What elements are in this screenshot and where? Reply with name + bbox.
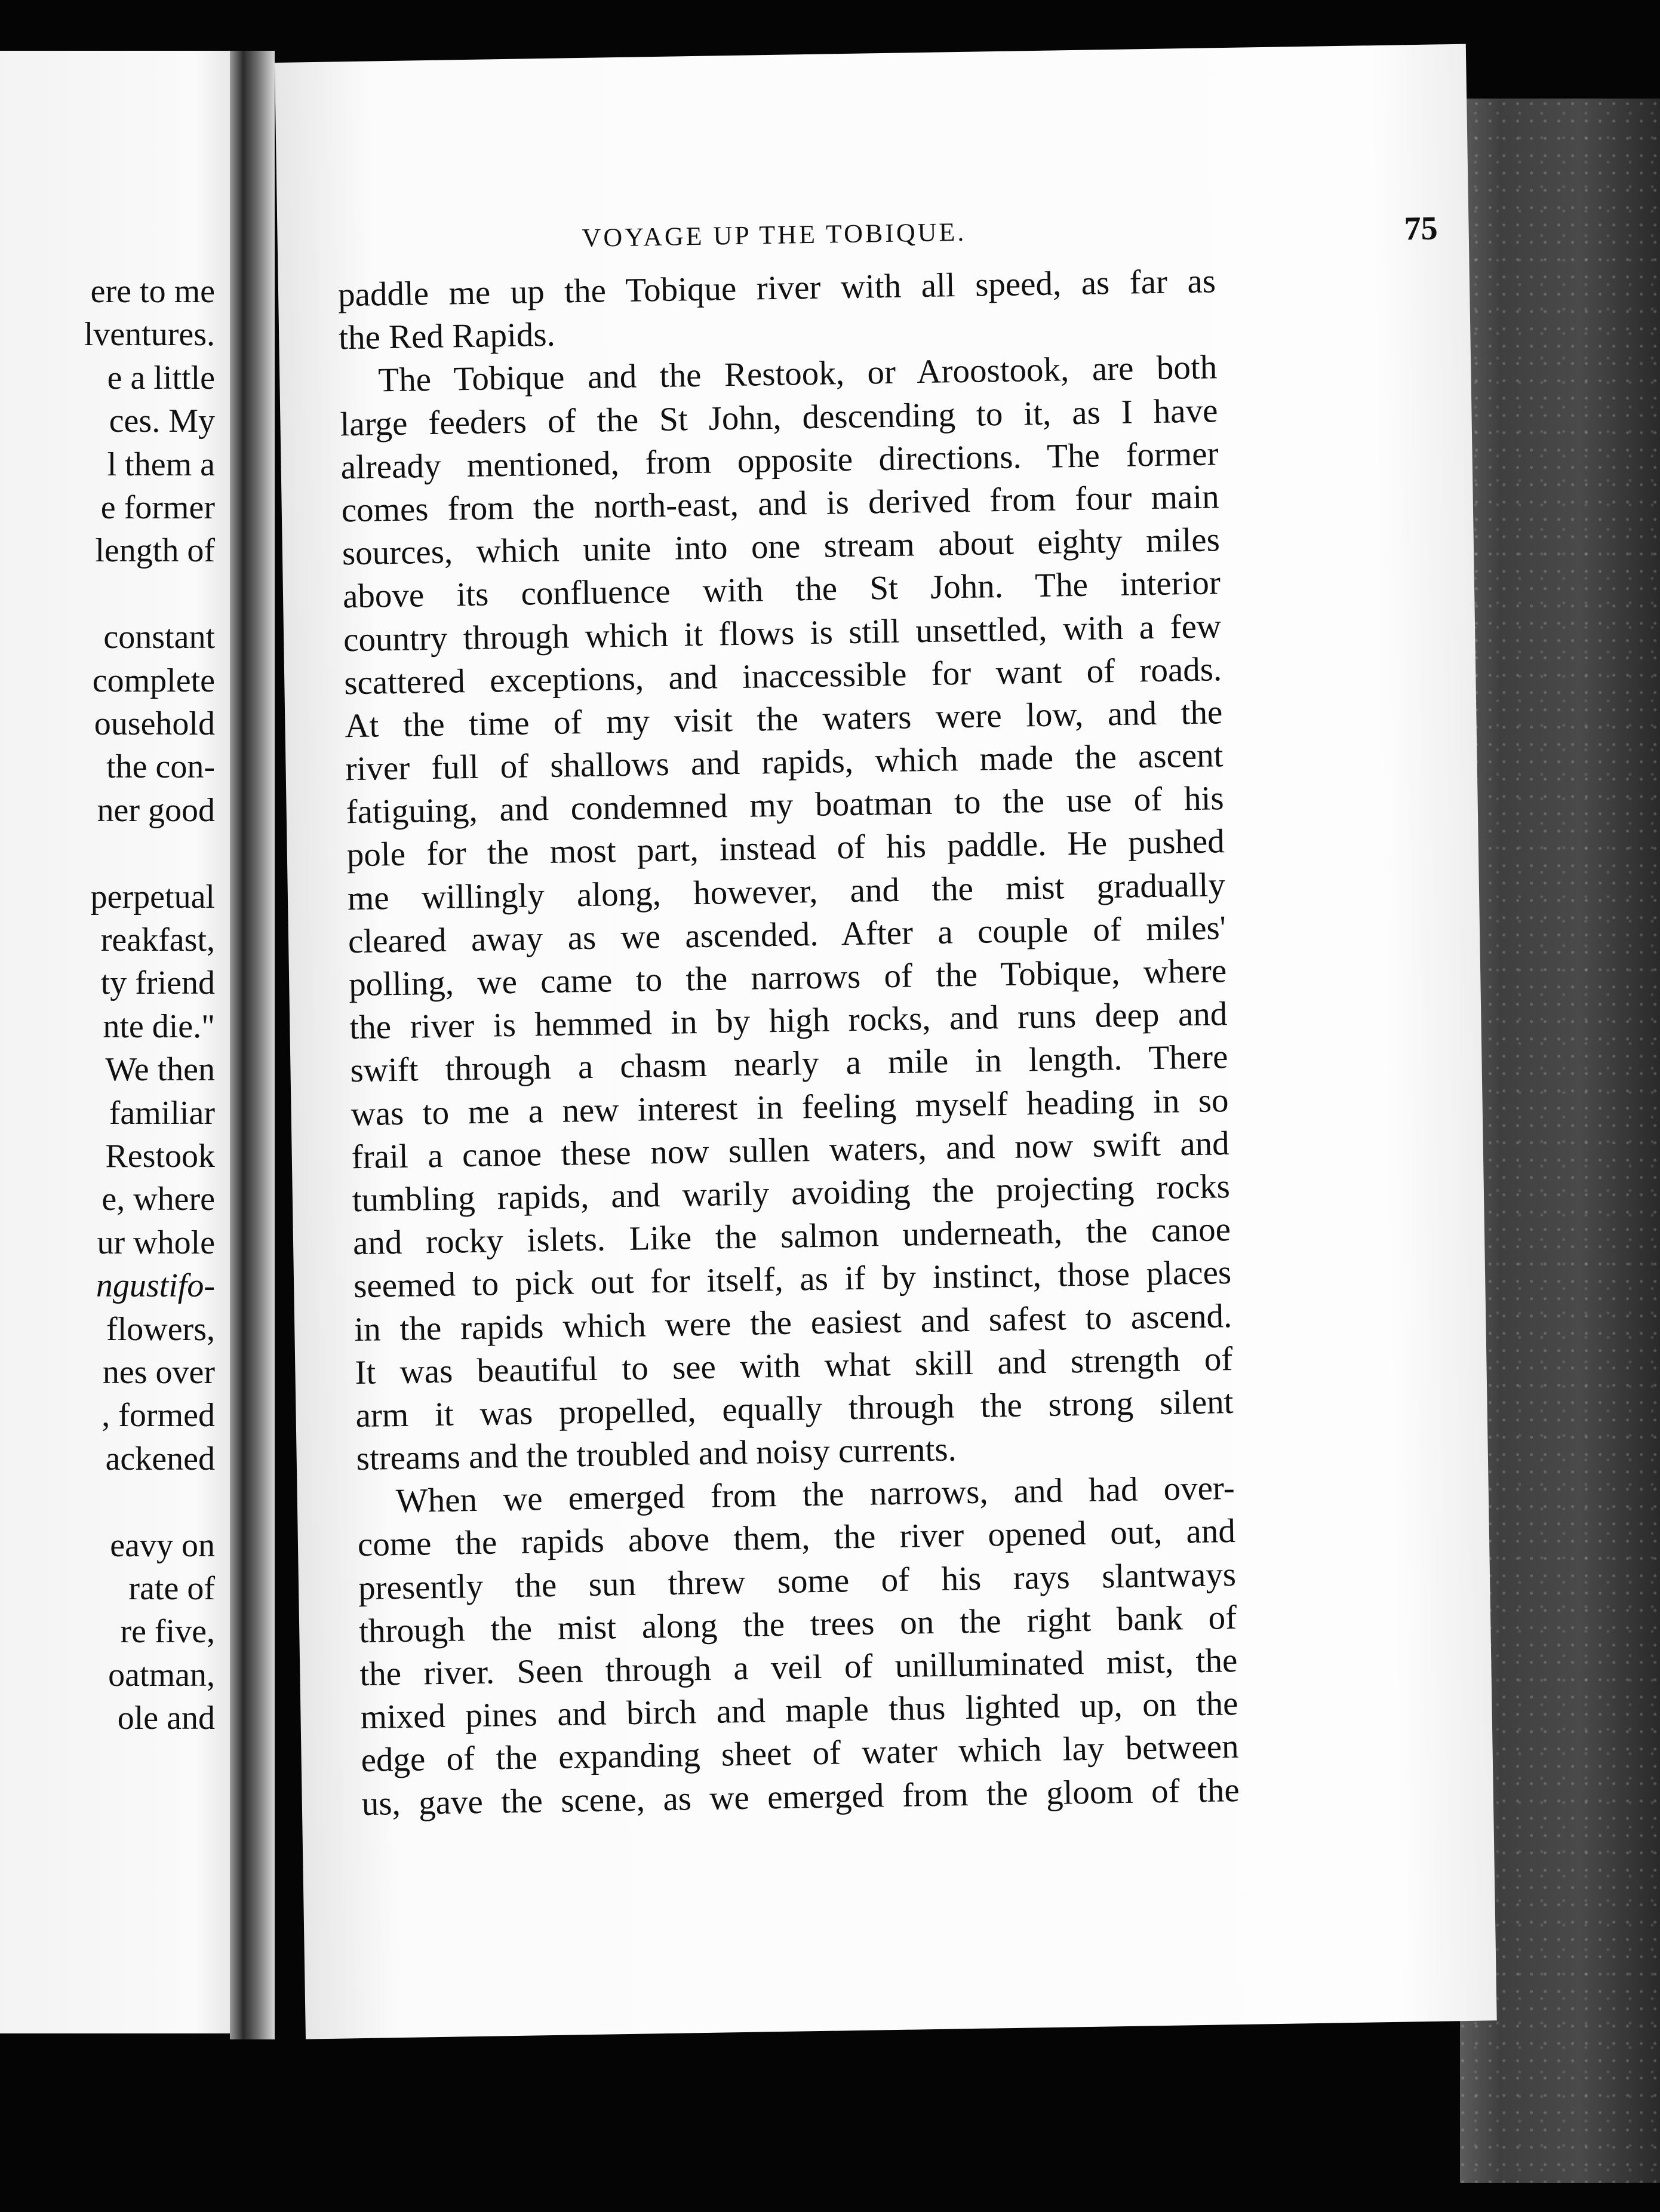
left-page-line: nes over (102, 1354, 215, 1391)
left-page-line: rate of (128, 1570, 215, 1607)
left-page-line: Restook (105, 1138, 215, 1175)
text-line: sources, which unite into one stream about eighty miles (342, 521, 1221, 573)
text-line: paddle me up the Tobique river with all speed, as far as (337, 262, 1216, 314)
body-text (338, 260, 1240, 1826)
left-page-line: length of (95, 532, 215, 570)
left-page-line: lventures. (84, 316, 215, 354)
text-line: pole for the most part, instead of his paddle. He pushed (346, 822, 1225, 874)
text-line: arm it was propelled, equally through the strong silent (355, 1382, 1234, 1435)
text-line: tumbling rapids, and warily avoiding the projecting rocks (352, 1168, 1231, 1219)
left-page-line: ousehold (94, 705, 215, 742)
text-line: comes from the north-east, and is derived from four main (341, 478, 1220, 530)
left-page-line: ole and (117, 1700, 215, 1737)
left-page-line: , formed (102, 1397, 215, 1434)
page-number: 75 (1404, 210, 1438, 248)
left-page-line: flowers, (106, 1310, 215, 1348)
text-line: was to me a new interest in feeling myself heading in so (351, 1081, 1229, 1133)
text-line: seemed to pick out for itself, as if by instinct, those places (353, 1254, 1232, 1305)
text-line: through the mist along the trees on the right bank of (358, 1598, 1237, 1650)
book-gutter (230, 51, 275, 2039)
left-page-line: ty friend (100, 964, 215, 1002)
left-page-line: oatman, (108, 1656, 215, 1694)
left-page-line: nte die." (103, 1007, 215, 1045)
text-line: swift through a chasm nearly a mile in length. There (350, 1038, 1228, 1090)
text-line: streams and the troubled and noisy currents. (356, 1430, 957, 1478)
text-line: above its confluence with the St John. The interior (342, 564, 1221, 616)
left-page-line: l them a (107, 446, 215, 483)
left-page-line: ces. My (109, 403, 215, 440)
left-page-line: the con- (106, 748, 215, 786)
left-page-line: complete (92, 662, 215, 699)
paragraph-first-line: When we emerged from the narrows, and had over- (395, 1469, 1235, 1520)
left-page-line: re five, (120, 1613, 215, 1651)
left-page-line: ngustifo- (96, 1267, 215, 1305)
left-page-fragment (0, 51, 230, 2033)
text-line: scattered exceptions, and inaccessible for want of roads. (343, 650, 1222, 702)
left-page-line: familiar (109, 1094, 215, 1132)
text-line: the river. Seen through a veil of unilluminated mist, the (359, 1642, 1238, 1694)
left-page-line: ere to me (90, 273, 215, 310)
left-page-line: perpetual (90, 878, 215, 915)
text-line: in the rapids which were the easiest and safest to ascend. (353, 1297, 1232, 1348)
text-line: frail a canoe these now sullen waters, and now swift and (351, 1124, 1230, 1176)
left-page-line: e, where (102, 1181, 215, 1218)
left-page-line: ackened (105, 1440, 215, 1477)
text-line: us, gave the scene, as we emerged from the gloom of the (361, 1771, 1240, 1823)
text-line: the river is hemmed in by high rocks, and runs deep and (349, 995, 1228, 1047)
text-line: large feeders of the St John, descending to it, as I have (340, 391, 1218, 443)
left-page-line: ur whole (97, 1224, 215, 1261)
left-page-line: ner good (97, 791, 215, 829)
current-page (275, 44, 1497, 2039)
paragraph-first-line: The Tobique and the Restook, or Aroostook, are both (377, 348, 1218, 400)
left-page-line: e former (100, 489, 215, 526)
text-line: edge of the expanding sheet of water which lay between (361, 1728, 1239, 1780)
text-line: fatiguing, and condemned my boatman to the use of his (346, 779, 1225, 831)
text-line: me willingly along, however, and the mist gradually (347, 865, 1226, 917)
page-header (277, 209, 1469, 269)
text-line: polling, we came to the narrows of the Tobique, where (348, 952, 1227, 1004)
text-line: It was beautiful to see with what skill and strength of (354, 1340, 1233, 1391)
text-line: presently the sun threw some of his rays slantways (358, 1555, 1237, 1607)
text-line: the Red Rapids. (338, 315, 556, 357)
left-page-line: reakfast, (100, 921, 215, 958)
text-line: already mentioned, from opposite directions. The former (340, 435, 1219, 487)
running-title: VOYAGE UP THE TOBIQUE. (582, 217, 967, 253)
text-line: river full of shallows and rapids, which made the ascent (345, 736, 1224, 788)
text-line: cleared away as we ascended. After a couple of miles' (348, 908, 1226, 961)
left-page-line: constant (103, 619, 215, 656)
text-line: At the time of my visit the waters were low, and the (344, 693, 1223, 745)
text-line: mixed pines and birch and maple thus lighted up, on the (360, 1685, 1238, 1737)
left-page-line: We then (105, 1051, 215, 1089)
text-line: country through which it flows is still unsettled, with a few (343, 607, 1222, 659)
left-page-line: e a little (107, 359, 215, 397)
text-line: come the rapids above them, the river opened out, and (357, 1512, 1236, 1564)
text-line: and rocky islets. Like the salmon underneath, the canoe (352, 1211, 1231, 1262)
left-page-line: eavy on (110, 1526, 215, 1564)
